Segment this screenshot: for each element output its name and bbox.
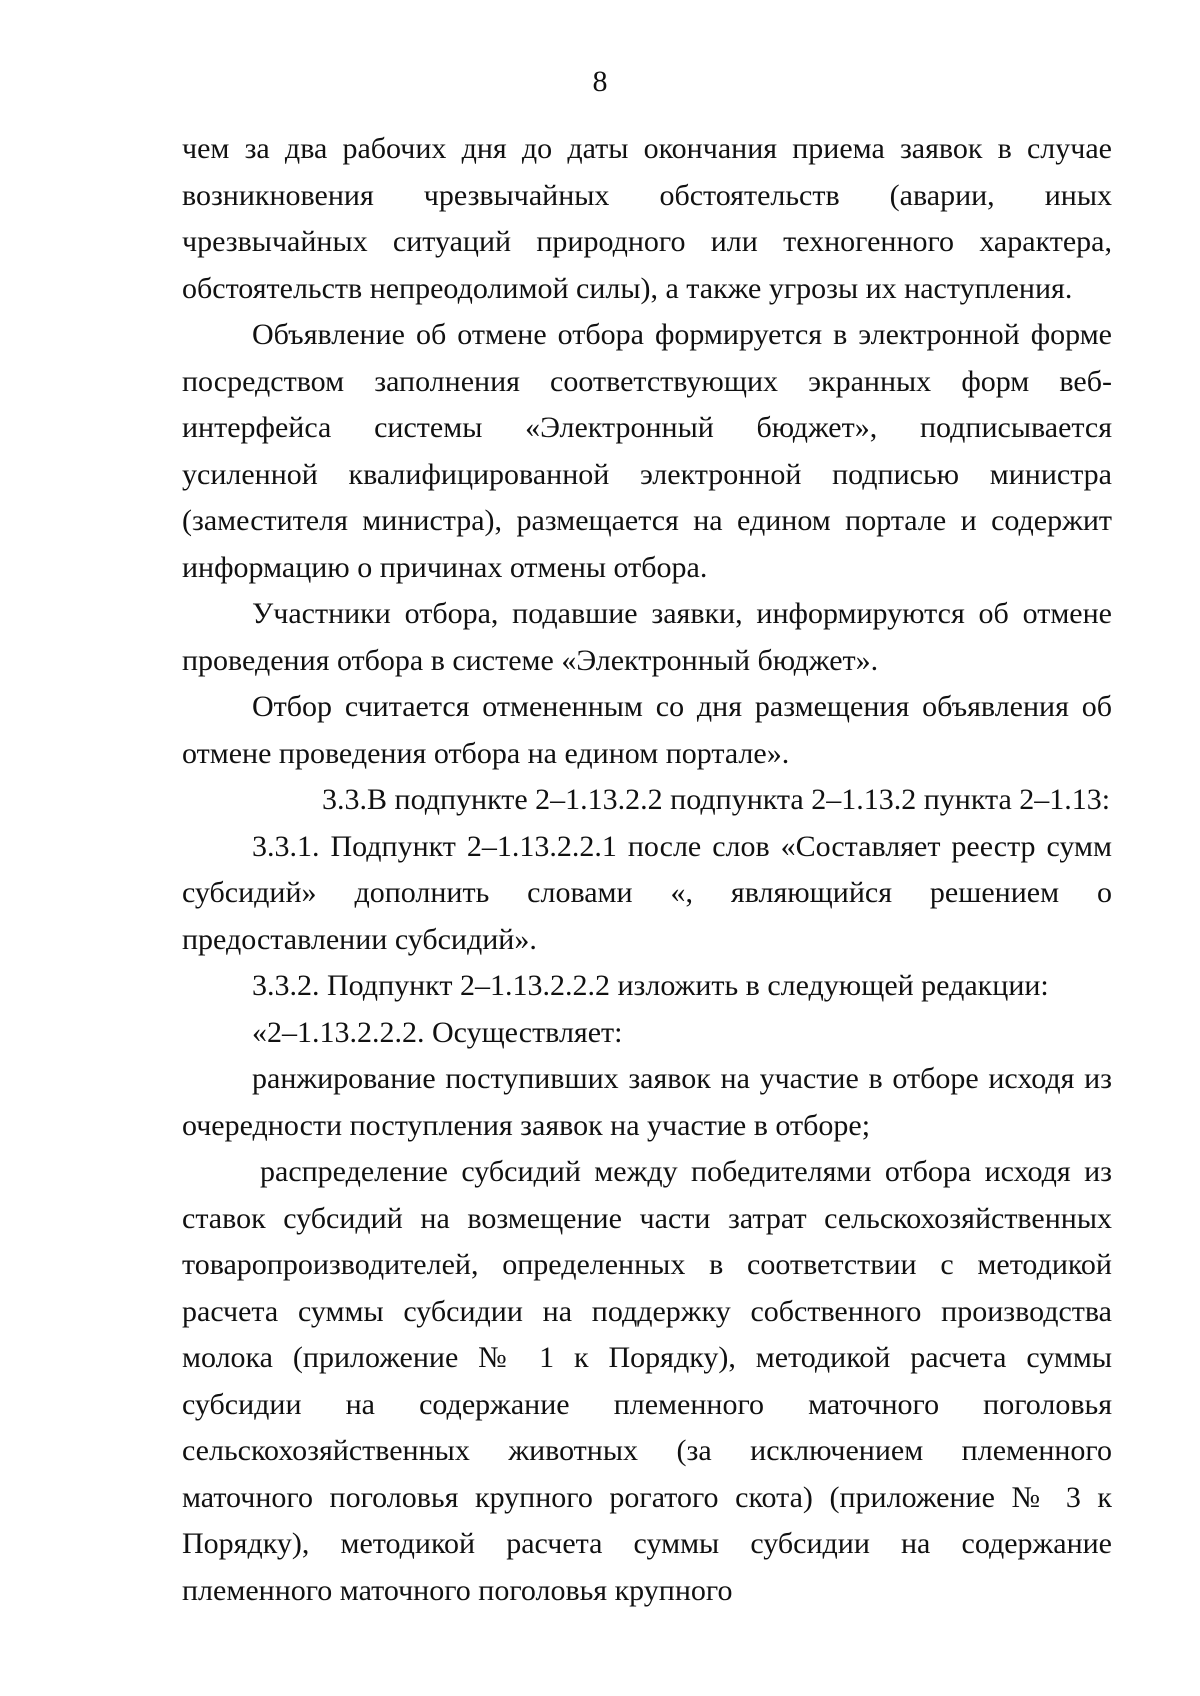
- paragraph-item-3-3-1: 3.3.1. Подпункт 2–1.13.2.2.1 после слов «Составляет реестр сумм субсидий» дополнить словами «, являющийся решением о предоставлении субсидий».: [182, 829, 1112, 956]
- paragraph-ranking: ранжирование поступивших заявок на участие в отборе исходя из очередности поступления заявок на участие в отборе;: [182, 1062, 1112, 1142]
- paragraph-distribution: распределение субсидий между победителями отбора исходя из ставок субсидий на возмещение части затрат сельскохозяйственных товаропроизводителей, определенных в соответствии с методикой расчета суммы субсидии на поддержку собственного производства молока (приложение № 1 к Порядку), методикой расчета суммы субсидии на содержание племенного маточного поголовья сельскохозяйственных животных (за исключением племенного маточного поголовья крупного рогатого скота) (приложение № 3 к Порядку), методикой расчета суммы субсидии на содержание племенного маточного поголовья крупного: [182, 1155, 1112, 1607]
- paragraph-cancellation-announcement: Объявление об отмене отбора формируется в электронной форме посредством заполнения соответствующих экранных форм веб-интерфейса системы «Электронный бюджет», подписывается усиленной квалифицированной электронной подписью министра (заместителя министра), размещается на едином портале и содержит информацию о причинах отмены отбора.: [182, 318, 1112, 584]
- paragraph-continuation: чем за два рабочих дня до даты окончания приема заявок в случае возникновения чрезвычайных обстоятельств (аварии, иных чрезвычайных ситуаций природного или техногенного характера, обстоятельств непреодолимой силы), а также угрозы их наступления.: [182, 132, 1112, 305]
- paragraph-new-wording-heading: «2–1.13.2.2.2. Осуществляет:: [252, 1015, 623, 1049]
- item-text: В подпункте 2–1.13.2.2 подпункта 2–1.13.2 пункта 2–1.13:: [367, 783, 1111, 816]
- paragraph-item-3-3: [182, 777, 1112, 824]
- paragraph-item-3-3-2: 3.3.2. Подпункт 2–1.13.2.2.2 изложить в следующей редакции:: [252, 969, 1049, 1002]
- document-body: [182, 126, 1112, 1614]
- paragraph-selection-cancelled: Отбор считается отмененным со дня размещения объявления об отмене проведения отбора на едином портале».: [182, 690, 1112, 770]
- page-number: 8: [592, 65, 608, 98]
- paragraph-participants-informed: Участники отбора, подавшие заявки, информируются об отмене проведения отбора в системе «Электронный бюджет».: [182, 597, 1112, 677]
- item-number: 3.3.: [322, 783, 367, 816]
